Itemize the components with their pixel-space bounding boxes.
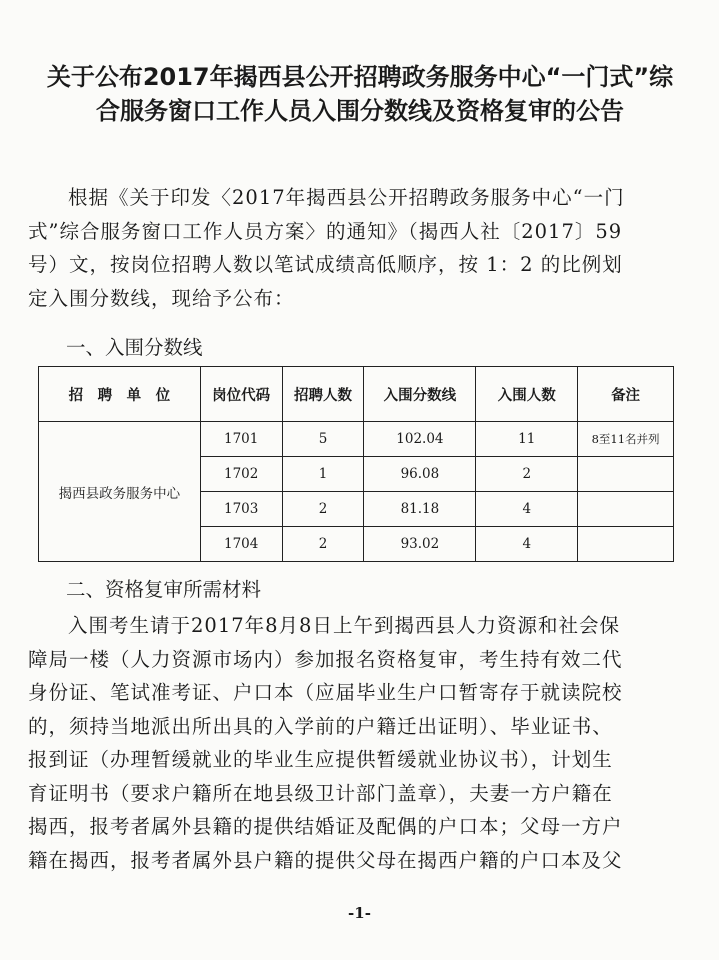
body-line: 入围考生请于2017年8月8日上午到揭西县人力资源和社会保: [68, 614, 620, 637]
body-line: 籍在揭西，报考者属外县户籍的提供父母在揭西户籍的户口本及父: [28, 848, 623, 872]
title-line-1: 关于公布2017年揭西县公开招聘政务服务中心“一门式”综: [46, 63, 674, 91]
header-unit: 招 聘 单 位: [39, 367, 201, 422]
code-cell: 1701: [200, 422, 282, 457]
count-cell: 4: [476, 492, 578, 527]
intro-line: 式”综合服务窗口工作人员方案〉的通知》（揭西人社〔2017〕59: [28, 219, 623, 243]
recruit-cell: 2: [282, 527, 364, 562]
recruit-cell: 5: [282, 422, 364, 457]
recruit-cell: 2: [282, 492, 364, 527]
count-cell: 4: [476, 527, 578, 562]
body-line: 报到证（办理暂缓就业的毕业生应提供暂缓就业协议书），计划生: [28, 748, 613, 771]
page-number: -1-: [348, 904, 371, 922]
code-cell: 1702: [200, 457, 282, 492]
section-2-paragraph: [28, 609, 692, 877]
score-cell: 93.02: [364, 527, 476, 562]
note-cell: [578, 527, 674, 562]
title-line-2: 合服务窗口工作人员入围分数线及资格复审的公告: [96, 97, 624, 125]
unit-cell: 揭西县政务服务中心: [39, 422, 201, 562]
header-count: 入围人数: [476, 367, 578, 422]
header-score: 入围分数线: [364, 367, 476, 422]
section-1-heading: 一、入围分数线: [66, 336, 203, 359]
header-note: 备注: [578, 367, 674, 422]
note-cell: 8至11名并列: [578, 422, 674, 457]
score-cell: 102.04: [364, 422, 476, 457]
score-cell: 96.08: [364, 457, 476, 492]
body-line: 揭西，报考者属外县籍的提供结婚证及配偶的户口本；父母一方户: [28, 815, 623, 838]
body-line: 的，须持当地派出所出具的入学前的户籍迁出证明）、毕业证书、: [28, 714, 613, 738]
code-cell: 1704: [200, 527, 282, 562]
intro-line: 号）文，按岗位招聘人数以笔试成绩高低顺序，按 1：2 的比例划: [28, 253, 623, 276]
section-2-heading: 二、资格复审所需材料: [66, 578, 262, 601]
body-line: 育证明书（要求户籍所在地县级卫计部门盖章），夫妻一方户籍在: [28, 781, 613, 805]
recruit-cell: 1: [282, 457, 364, 492]
table-row: [39, 422, 674, 457]
document-title: [18, 60, 702, 128]
body-line: 障局一楼（人力资源市场内）参加报名资格复审，考生持有效二代: [28, 647, 623, 671]
header-code: 岗位代码: [200, 367, 282, 422]
intro-line: 定入围分数线，现给予公布：: [28, 286, 295, 310]
code-cell: 1703: [200, 492, 282, 527]
body-line: 身份证、笔试准考证、户口本（应届毕业生户口暂寄存于就读院校: [28, 681, 623, 704]
note-cell: [578, 492, 674, 527]
note-cell: [578, 457, 674, 492]
score-cell: 81.18: [364, 492, 476, 527]
header-recruit: 招聘人数: [282, 367, 364, 422]
count-cell: 11: [476, 422, 578, 457]
intro-line: 根据《关于印发〈2017年揭西县公开招聘政务服务中心“一门: [68, 186, 625, 209]
count-cell: 2: [476, 457, 578, 492]
intro-paragraph: [28, 181, 692, 315]
cutoff-score-table: [38, 366, 674, 562]
table-header-row: [39, 367, 674, 422]
